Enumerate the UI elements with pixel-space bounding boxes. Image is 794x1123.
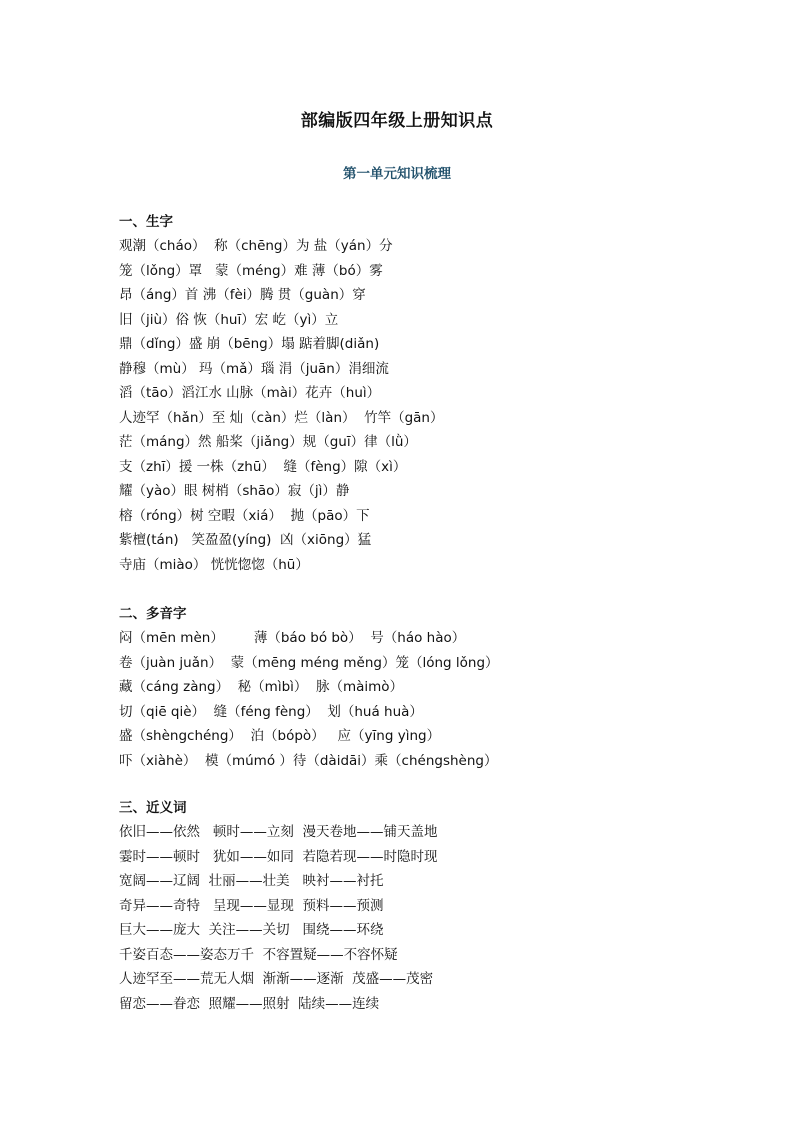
text-line: 榕（róng）树 空暇（xiá） 抛（pāo）下 bbox=[119, 507, 370, 524]
text-line: 静穆（mù） 玛（mǎ）瑙 涓（juān）涓细流 bbox=[119, 360, 389, 377]
text-line: 旧（jiù）俗 恢（huī）宏 屹（yì）立 bbox=[119, 311, 339, 328]
text-line: 闷（mēn mèn） 薄（báo bó bò） 号（háo hào） bbox=[119, 630, 466, 646]
text-line: 鼎（dǐng）盛 崩（bēng）塌 踮着脚(diǎn) bbox=[119, 336, 380, 352]
text-line: 霎时——顿时 犹如——如同 若隐若现——时隐时现 bbox=[119, 848, 438, 865]
text-line: 紫檀(tán) 笑盈盈(yíng) 凶（xiōng）猛 bbox=[119, 532, 372, 548]
section-heading: 三、近义词 bbox=[119, 800, 187, 816]
text-line: 寺庙（miào） 恍恍惚惚（hū） bbox=[119, 556, 309, 573]
text-line: 宽阔——辽阔 壮丽——壮美 映衬——衬托 bbox=[119, 873, 384, 889]
unit-title: 第一单元知识梳理 bbox=[343, 166, 451, 182]
section-synonyms bbox=[119, 796, 679, 1016]
text-line: 昂（áng）首 沸（fèi）腾 贯（guàn）穿 bbox=[119, 287, 366, 303]
text-line: 巨大——庞大 关注——关切 围绕——环绕 bbox=[119, 922, 384, 938]
text-line: 吓（xiàhè） 模（múmó ）待（dàidāi）乘（chéngshèng） bbox=[119, 752, 498, 769]
text-line: 笼（lǒng）罩 蒙（méng）难 薄（bó）雾 bbox=[119, 262, 383, 279]
document-title: 部编版四年级上册知识点 bbox=[300, 111, 494, 131]
section-new-characters bbox=[119, 210, 679, 577]
text-line: 留恋——眷恋 照耀——照射 陆续——连续 bbox=[119, 995, 380, 1012]
text-line: 茫（máng）然 船桨（jiǎng）规（guī）律（lǜ） bbox=[119, 434, 417, 450]
text-line: 藏（cáng zàng） 秘（mìbì） 脉（màimò） bbox=[119, 679, 404, 695]
section-polyphonic-characters bbox=[119, 602, 679, 773]
text-line: 千姿百态——姿态万千 不容置疑——不容怀疑 bbox=[119, 946, 398, 963]
section-heading: 二、多音字 bbox=[119, 606, 187, 622]
text-line: 卷（juàn juǎn） 蒙（mēng méng měng）笼（lóng lǒng） bbox=[119, 654, 499, 671]
text-line: 盛（shèngchéng） 泊（bópò） 应（yīng yìng） bbox=[119, 728, 441, 744]
section-heading: 一、生字 bbox=[119, 214, 173, 230]
text-line: 观潮（cháo） 称（chēng）为 盐（yán）分 bbox=[119, 238, 393, 254]
text-line: 依旧——依然 顿时——立刻 漫天卷地——铺天盖地 bbox=[119, 824, 438, 840]
text-line: 人迹罕至——荒无人烟 渐渐——逐渐 茂盛——茂密 bbox=[119, 971, 434, 987]
text-line: 奇异——奇特 呈现——显现 预料——预测 bbox=[119, 897, 384, 914]
text-line: 切（qiē qiè） 缝（féng fèng） 划（huá huà） bbox=[119, 703, 423, 720]
text-line: 耀（yào）眼 树梢（shāo）寂（jì）静 bbox=[119, 483, 350, 499]
text-line: 滔（tāo）滔江水 山脉（mài）花卉（huì） bbox=[119, 385, 381, 401]
text-line: 支（zhī）援 一株（zhū） 缝（fèng）隙（xì） bbox=[119, 458, 407, 475]
text-line: 人迹罕（hǎn）至 灿（càn）烂（làn） 竹竿（gān） bbox=[119, 409, 444, 426]
